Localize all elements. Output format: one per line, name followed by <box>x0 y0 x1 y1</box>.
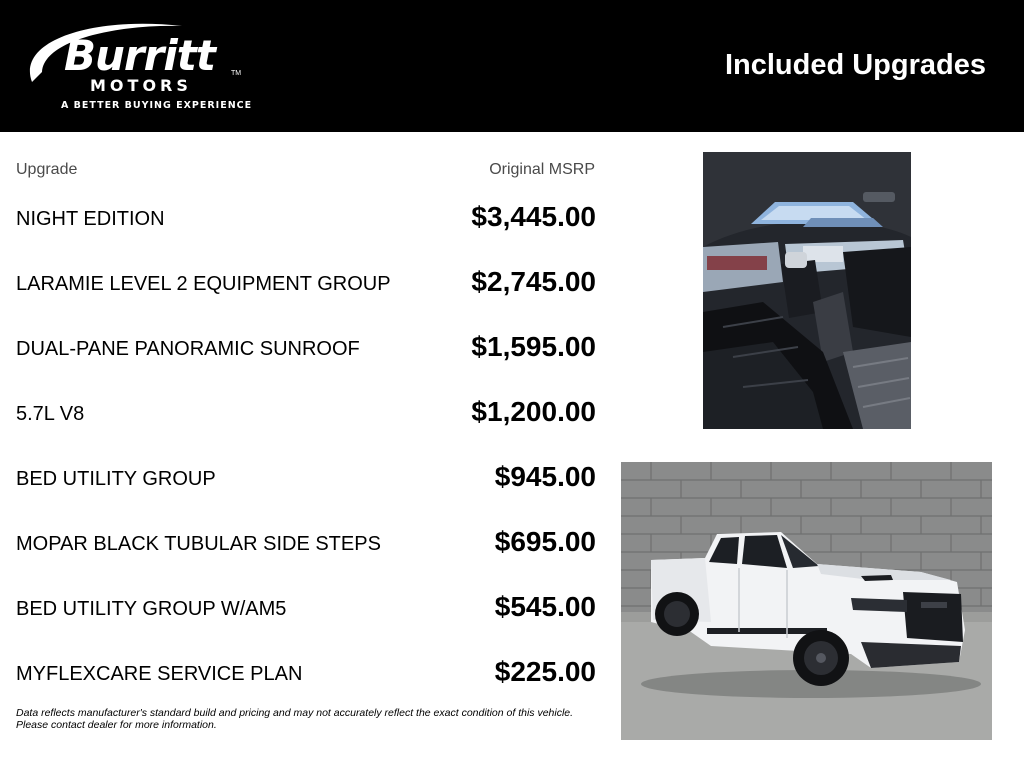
upgrade-price: $945.00 <box>494 461 596 492</box>
upgrade-name: BED UTILITY GROUP <box>16 468 216 490</box>
header-bar <box>0 0 1024 132</box>
upgrade-price: $3,445.00 <box>471 201 596 232</box>
upgrade-row <box>16 640 596 705</box>
upgrade-row <box>16 510 596 575</box>
upgrade-row <box>16 445 596 510</box>
upgrade-name: DUAL-PANE PANORAMIC SUNROOF <box>16 338 360 360</box>
upgrade-price: $695.00 <box>494 526 596 557</box>
logo-name: Burritt <box>64 31 215 80</box>
upgrade-row <box>16 380 596 445</box>
upgrade-row <box>16 185 596 250</box>
logo-trademark: TM <box>231 70 242 77</box>
upgrade-price: $1,595.00 <box>471 331 596 362</box>
upgrade-price: $1,200.00 <box>471 396 596 427</box>
column-header-upgrade: Upgrade <box>16 161 78 178</box>
upgrade-name: BED UTILITY GROUP W/AM5 <box>16 598 287 620</box>
disclaimer-text: Data reflects manufacturer's standard build and pricing and may not accurately reflect the exact condition of this vehicle. Please contact dealer for more information. <box>16 707 574 731</box>
dealer-logo <box>24 20 253 116</box>
upgrade-name: MYFLEXCARE SERVICE PLAN <box>16 663 303 685</box>
upgrade-price: $545.00 <box>494 591 596 622</box>
logo-motors: MOTORS <box>90 76 192 95</box>
upgrade-name: NIGHT EDITION <box>16 208 165 230</box>
upgrade-row <box>16 575 596 640</box>
column-header-msrp: Original MSRP <box>489 161 595 178</box>
upgrade-name: MOPAR BLACK TUBULAR SIDE STEPS <box>16 533 381 555</box>
upgrade-name: LARAMIE LEVEL 2 EQUIPMENT GROUP <box>16 273 391 295</box>
upgrade-row <box>16 315 596 380</box>
page-title: Included Upgrades <box>724 49 986 81</box>
upgrade-price: $2,745.00 <box>471 266 596 297</box>
upgrades-list <box>16 185 596 705</box>
logo-tagline: A BETTER BUYING EXPERIENCE <box>61 100 253 111</box>
upgrade-price: $225.00 <box>494 656 596 687</box>
interior-photo <box>703 152 911 429</box>
truck-exterior-photo <box>621 462 992 740</box>
upgrade-row <box>16 250 596 315</box>
upgrade-name: 5.7L V8 <box>16 403 85 425</box>
